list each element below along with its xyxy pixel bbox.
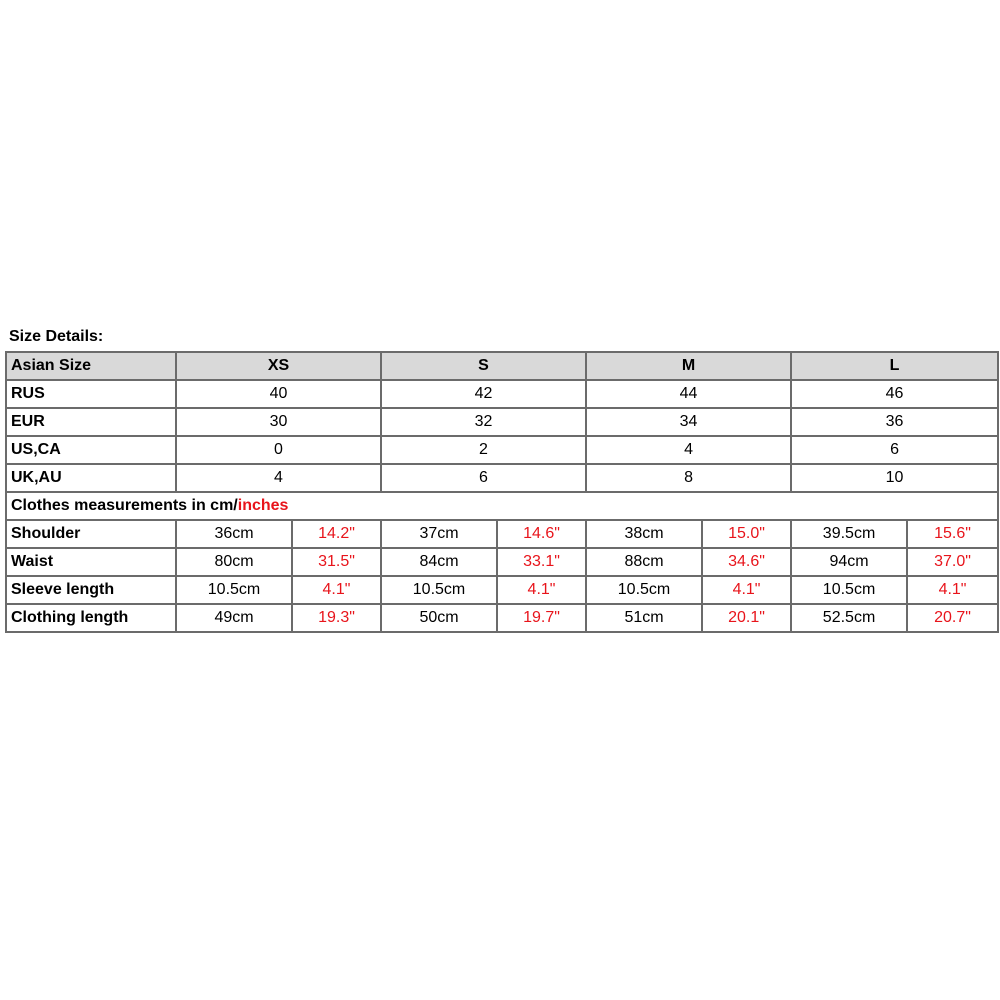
table-cell: 36 <box>791 408 998 436</box>
table-cell: 40 <box>176 380 381 408</box>
table-cell: 10 <box>791 464 998 492</box>
measurement-row-shoulder <box>6 520 998 548</box>
table-cell: 4 <box>176 464 381 492</box>
cm-cell: 10.5cm <box>586 576 702 604</box>
inch-cell: 14.6" <box>497 520 586 548</box>
measurement-row-clothing-length <box>6 604 998 632</box>
cm-cell: 37cm <box>381 520 497 548</box>
size-chart-table <box>5 351 999 633</box>
inch-cell: 15.6" <box>907 520 998 548</box>
measurement-row-waist <box>6 548 998 576</box>
size-header-s: S <box>381 352 586 380</box>
table-cell: 8 <box>586 464 791 492</box>
inch-cell: 4.1" <box>907 576 998 604</box>
cm-cell: 84cm <box>381 548 497 576</box>
inch-cell: 4.1" <box>497 576 586 604</box>
row-label: US,CA <box>6 436 176 464</box>
section-text: Clothes measurements in cm/ <box>11 497 238 514</box>
section-heading <box>6 492 998 520</box>
inch-cell: 19.7" <box>497 604 586 632</box>
table-cell: 46 <box>791 380 998 408</box>
cm-cell: 94cm <box>791 548 907 576</box>
inch-cell: 20.1" <box>702 604 791 632</box>
table-cell: 0 <box>176 436 381 464</box>
cm-cell: 50cm <box>381 604 497 632</box>
row-label: Clothing length <box>6 604 176 632</box>
size-header-m: M <box>586 352 791 380</box>
inch-cell: 19.3" <box>292 604 381 632</box>
cm-cell: 10.5cm <box>381 576 497 604</box>
section-highlight: inches <box>237 497 289 514</box>
inch-cell: 14.2" <box>292 520 381 548</box>
inch-cell: 31.5" <box>292 548 381 576</box>
cm-cell: 38cm <box>586 520 702 548</box>
conversion-row-rus <box>6 380 998 408</box>
cm-cell: 80cm <box>176 548 292 576</box>
section-row <box>6 492 998 520</box>
table-cell: 34 <box>586 408 791 436</box>
table-cell: 32 <box>381 408 586 436</box>
cm-cell: 10.5cm <box>176 576 292 604</box>
row-label: Sleeve length <box>6 576 176 604</box>
table-cell: 44 <box>586 380 791 408</box>
size-header-l: L <box>791 352 998 380</box>
table-cell: 6 <box>791 436 998 464</box>
cm-cell: 51cm <box>586 604 702 632</box>
inch-cell: 4.1" <box>702 576 791 604</box>
size-header-xs: XS <box>176 352 381 380</box>
measurement-row-sleeve-length <box>6 576 998 604</box>
row-label: RUS <box>6 380 176 408</box>
conversion-row-eur <box>6 408 998 436</box>
header-row <box>6 352 998 380</box>
conversion-row-us-ca <box>6 436 998 464</box>
table-cell: 30 <box>176 408 381 436</box>
inch-cell: 37.0" <box>907 548 998 576</box>
conversion-row-uk-au <box>6 464 998 492</box>
row-label: Waist <box>6 548 176 576</box>
cm-cell: 88cm <box>586 548 702 576</box>
inch-cell: 33.1" <box>497 548 586 576</box>
inch-cell: 4.1" <box>292 576 381 604</box>
cm-cell: 49cm <box>176 604 292 632</box>
row-label: EUR <box>6 408 176 436</box>
cm-cell: 39.5cm <box>791 520 907 548</box>
cm-cell: 52.5cm <box>791 604 907 632</box>
row-label: UK,AU <box>6 464 176 492</box>
table-cell: 4 <box>586 436 791 464</box>
inch-cell: 34.6" <box>702 548 791 576</box>
cm-cell: 10.5cm <box>791 576 907 604</box>
inch-cell: 20.7" <box>907 604 998 632</box>
row-label: Shoulder <box>6 520 176 548</box>
table-cell: 2 <box>381 436 586 464</box>
table-cell: 6 <box>381 464 586 492</box>
table-cell: 42 <box>381 380 586 408</box>
header-label: Asian Size <box>6 352 176 380</box>
inch-cell: 15.0" <box>702 520 791 548</box>
cm-cell: 36cm <box>176 520 292 548</box>
page-title: Size Details: <box>9 328 104 345</box>
